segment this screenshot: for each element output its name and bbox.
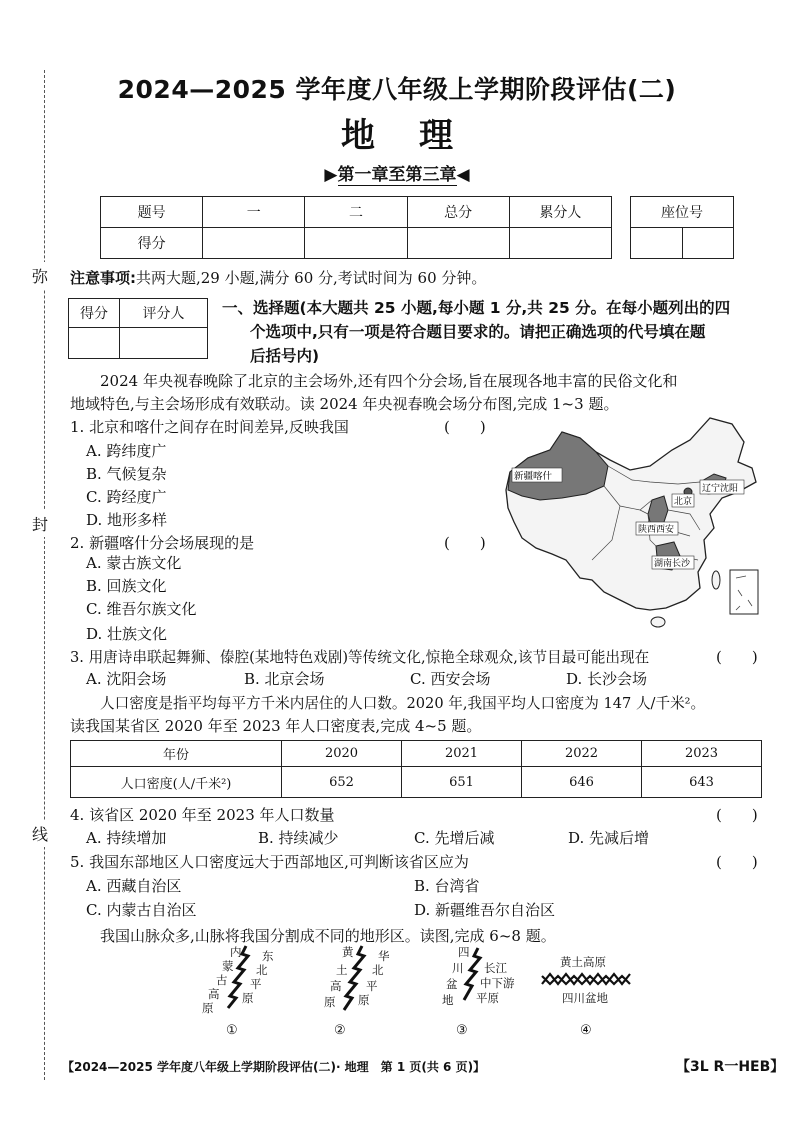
- m1-left-4: 原: [202, 1001, 214, 1015]
- score-cell[interactable]: [509, 228, 611, 259]
- m1-right-2: 平: [250, 977, 262, 991]
- seal-char-xian: 线: [32, 820, 48, 847]
- q1-option-c: C. 跨经度广: [86, 488, 167, 506]
- score-table-header: 二: [305, 197, 407, 228]
- q1-option-b: B. 气候复杂: [86, 465, 167, 483]
- q5-option-b: B. 台湾省: [414, 877, 480, 895]
- grader-name-cell[interactable]: [120, 328, 208, 359]
- m4-bottom: 四川盆地: [562, 991, 608, 1005]
- q2-option-a: A. 蒙古族文化: [86, 554, 182, 572]
- q2-option-d: D. 壮族文化: [86, 625, 168, 643]
- intro3: 我国山脉众多,山脉将我国分割成不同的地形区。读图,完成 6~8 题。: [100, 927, 556, 945]
- m4-top: 黄土高原: [560, 955, 606, 969]
- seal-char-feng: 封: [32, 510, 48, 537]
- q4-answer-paren[interactable]: ( ): [716, 806, 758, 824]
- mountain-diagrams: [190, 944, 770, 1040]
- q2-option-c: C. 维吾尔族文化: [86, 600, 197, 618]
- population-density-table: [70, 740, 762, 798]
- pop-table-header: 2021: [402, 741, 522, 767]
- seat-cell[interactable]: [682, 228, 734, 259]
- intro1-line2: 地域特色,与主会场形成有效联动。读 2024 年央视春晚会场分布图,完成 1~3 题。: [70, 395, 619, 413]
- pop-table-cell: 646: [522, 767, 642, 798]
- m1-right-3: 原: [242, 991, 254, 1005]
- seat-label: 座位号: [631, 197, 734, 228]
- m2-number: ②: [334, 1023, 346, 1038]
- q5-stem: 5. 我国东部地区人口密度远大于西部地区,可判断该省区应为: [70, 853, 469, 871]
- m2-left-2: 高: [330, 979, 342, 993]
- pop-table-cell: 651: [402, 767, 522, 798]
- q4-option-d: D. 先减后增: [568, 829, 650, 847]
- pop-table-header: 2022: [522, 741, 642, 767]
- seal-line: [44, 70, 45, 1080]
- q5-option-a: A. 西藏自治区: [86, 877, 182, 895]
- q3-answer-paren[interactable]: ( ): [716, 648, 758, 666]
- pop-table-header: 2020: [282, 741, 402, 767]
- chapter-range: ▶第一章至第三章◀: [324, 165, 470, 185]
- pop-table-header: 年份: [71, 741, 282, 767]
- m3-left-1: 川: [452, 961, 464, 975]
- map-label-beijing: 北京: [674, 497, 693, 507]
- q3-stem: 3. 用唐诗串联起舞狮、傣腔(某地特色戏剧)等传统文化,惊艳全球观众,该节目最可能出现在: [70, 649, 650, 666]
- mountain-4-icon: [542, 974, 630, 984]
- m3-right-1: 中下游: [480, 976, 515, 990]
- score-table-header: 题号: [101, 197, 203, 228]
- map-label-kashi: 新疆喀什: [514, 471, 553, 482]
- score-row-label: 得分: [101, 228, 203, 259]
- m3-right-0: 长江: [484, 961, 507, 975]
- pop-table-header: 2023: [642, 741, 762, 767]
- m2-left-1: 土: [336, 963, 348, 977]
- q3-option-c: C. 西安会场: [410, 670, 491, 688]
- q3-option-d: D. 长沙会场: [566, 670, 648, 688]
- m3-left-3: 地: [442, 993, 454, 1007]
- taiwan-island: [712, 571, 720, 589]
- q5-option-d: D. 新疆维吾尔自治区: [414, 901, 556, 919]
- m3-left-0: 四: [458, 945, 470, 959]
- section1-line3: 后括号内): [250, 347, 320, 365]
- q1-stem: 1. 北京和喀什之间存在时间差异,反映我国: [70, 418, 349, 436]
- seat-cell[interactable]: [631, 228, 683, 259]
- hainan-island: [651, 617, 665, 627]
- q1-option-d: D. 地形多样: [86, 511, 168, 529]
- map-label-xian: 陕西西安: [638, 525, 675, 535]
- m3-left-2: 盆: [446, 977, 458, 991]
- pop-table-cell: 人口密度(人/千米²): [71, 767, 282, 798]
- q2-stem: 2. 新疆喀什分会场展现的是: [70, 534, 255, 552]
- m1-right-0: 东: [262, 949, 274, 963]
- chapter-range-text: 第一章至第三章: [337, 165, 457, 185]
- q3-option-b: B. 北京会场: [244, 670, 325, 688]
- score-table-header: 总分: [407, 197, 509, 228]
- exam-title: 2024—2025 学年度八年级上学期阶段评估(二): [117, 75, 677, 104]
- q4-option-b: B. 持续减少: [258, 829, 339, 847]
- q2-option-b: B. 回族文化: [86, 577, 167, 595]
- m1-right-1: 北: [256, 963, 268, 977]
- map-label-changsha: 湖南长沙: [654, 559, 691, 569]
- m1-left-3: 高: [208, 987, 220, 1001]
- intro2-line2: 读我国某省区 2020 年至 2023 年人口密度表,完成 4~5 题。: [70, 717, 482, 735]
- paper-code: 【3L R一HEB】: [676, 1059, 785, 1075]
- score-table: [100, 196, 612, 259]
- section1-line2: 个选项中,只有一项是符合题目要求的。请把正确选项的代号填在题: [250, 323, 706, 341]
- notice-text: 共两大题,29 小题,满分 60 分,考试时间为 60 分钟。: [136, 269, 487, 287]
- notice-label: 注意事项:: [70, 269, 136, 287]
- m3-right-2: 平原: [476, 991, 499, 1005]
- m1-number: ①: [226, 1023, 238, 1038]
- score-cell[interactable]: [305, 228, 407, 259]
- m1-left-1: 蒙: [222, 959, 234, 973]
- m2-right-2: 平: [366, 979, 378, 993]
- pop-table-cell: 652: [282, 767, 402, 798]
- m1-left-0: 内: [230, 945, 242, 959]
- map-label-shenyang: 辽宁沈阳: [702, 484, 739, 494]
- q1-option-a: A. 跨纬度广: [86, 442, 167, 460]
- region-xinjiang: [508, 432, 608, 500]
- section1-line1: 一、选择题(本大题共 25 小题,每小题 1 分,共 25 分。在每小题列出的四: [222, 299, 731, 317]
- grader-name-label: 评分人: [120, 299, 208, 328]
- q4-option-c: C. 先增后减: [414, 829, 495, 847]
- score-table-header: 一: [203, 197, 305, 228]
- q4-option-a: A. 持续增加: [86, 829, 167, 847]
- seal-char-mi: 弥: [32, 262, 48, 289]
- subject-title: 地理: [341, 116, 497, 156]
- q5-answer-paren[interactable]: ( ): [716, 853, 758, 871]
- seat-table: [630, 196, 734, 259]
- m2-right-3: 原: [358, 993, 370, 1007]
- pop-table-cell: 643: [642, 767, 762, 798]
- m1-left-2: 古: [216, 973, 228, 987]
- score-cell[interactable]: [407, 228, 509, 259]
- score-table-header: 累分人: [509, 197, 611, 228]
- q4-stem: 4. 该省区 2020 年至 2023 年人口数量: [70, 806, 335, 824]
- page-footer: 【2024—2025 学年度八年级上学期阶段评估(二)· 地理 第 1 页(共 6 页)】: [62, 1060, 486, 1074]
- m2-left-0: 黄: [342, 945, 354, 959]
- m3-number: ③: [456, 1023, 468, 1038]
- grader-score-label: 得分: [69, 299, 120, 328]
- m2-right-0: 华: [378, 949, 390, 963]
- q5-option-c: C. 内蒙古自治区: [86, 901, 197, 919]
- intro2-line1: 人口密度是指平均每平方千米内居住的人口数。2020 年,我国平均人口密度为 147 人/千米²。: [100, 695, 706, 712]
- m2-left-3: 原: [324, 995, 336, 1009]
- china-map: [500, 410, 770, 642]
- grader-table: [68, 298, 208, 359]
- grader-score-cell[interactable]: [69, 328, 120, 359]
- q3-option-a: A. 沈阳会场: [86, 670, 167, 688]
- m2-right-1: 北: [372, 963, 384, 977]
- notice: [70, 266, 486, 290]
- score-cell[interactable]: [203, 228, 305, 259]
- q2-answer-paren[interactable]: ( ): [444, 534, 486, 552]
- intro1-line1: 2024 年央视春晚除了北京的主会场外,还有四个分会场,旨在展现各地丰富的民俗文化和: [100, 372, 678, 390]
- q1-answer-paren[interactable]: ( ): [444, 418, 486, 436]
- m4-number: ④: [580, 1023, 592, 1038]
